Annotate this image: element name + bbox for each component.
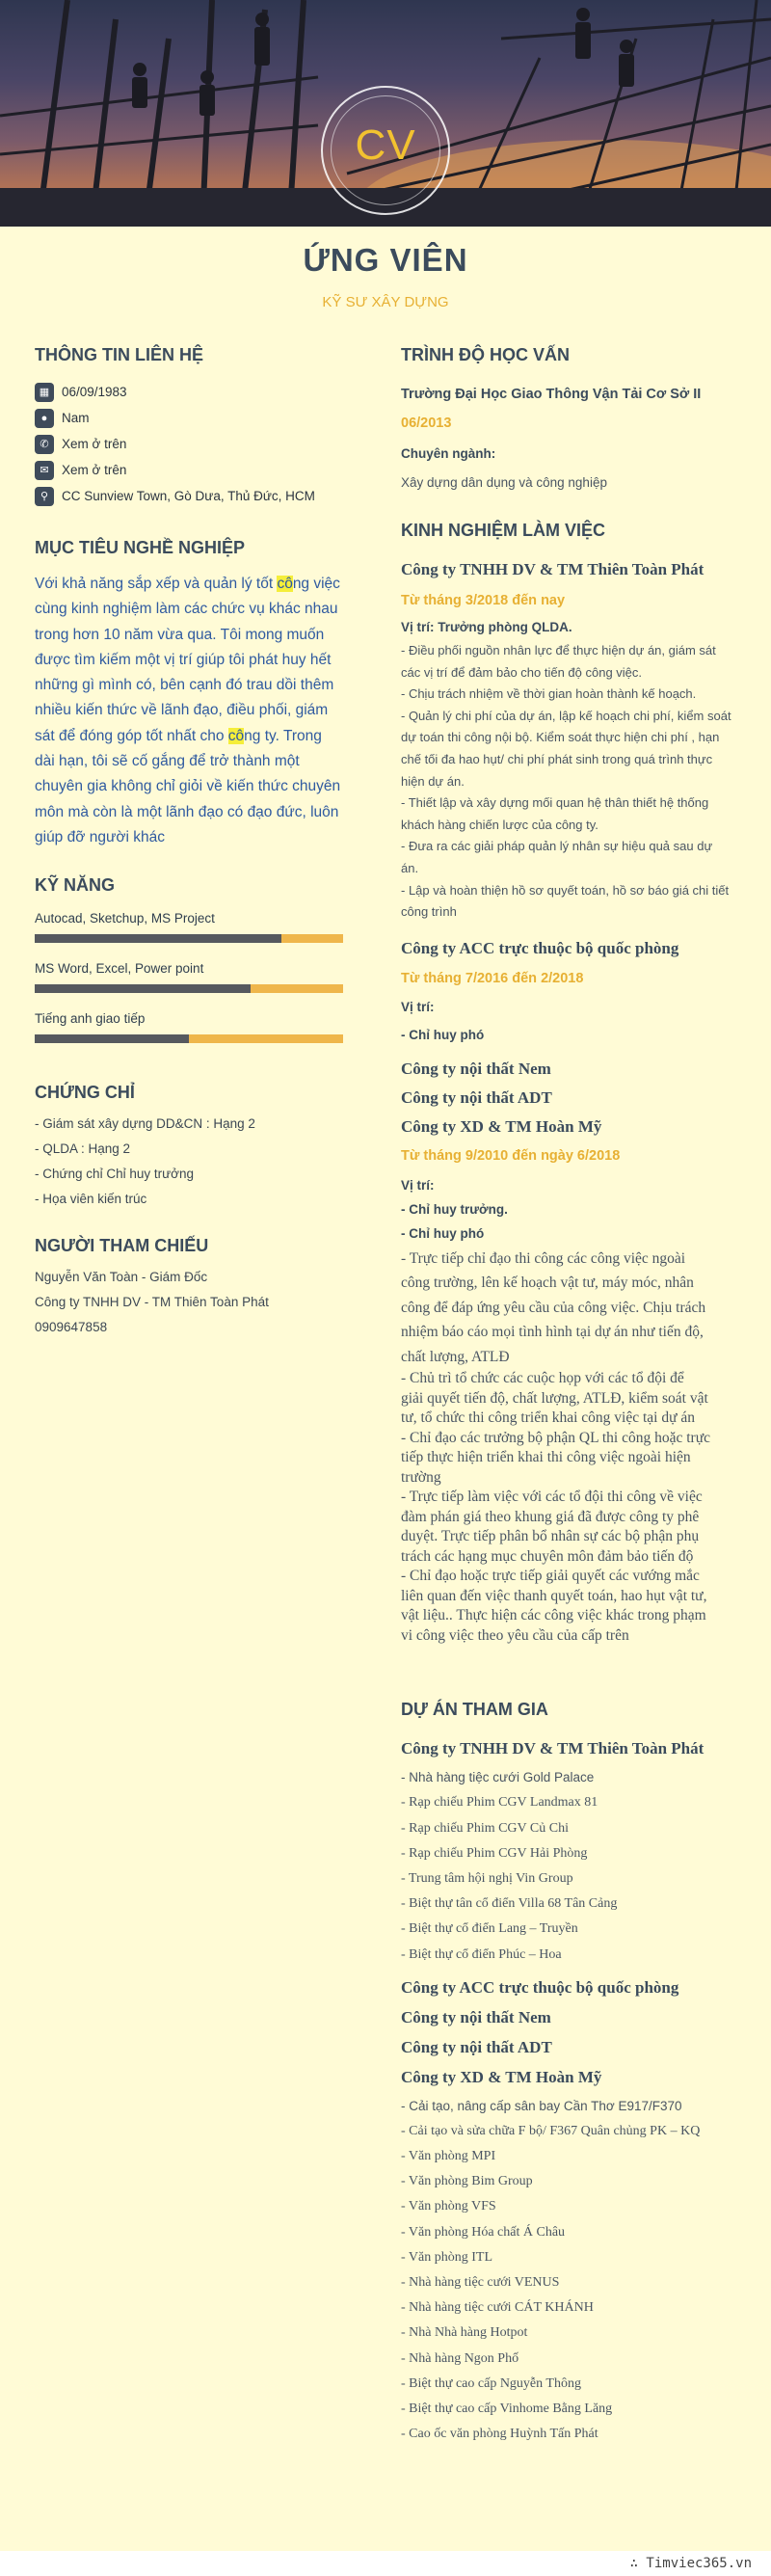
job-title: KỸ SƯ XÂY DỰNG [322,294,449,310]
skill-level-fill [35,934,281,943]
project-item: - Trung tâm hội nghị Vin Group [401,1870,573,1886]
skill-level-fill [35,984,251,993]
phone-icon: ✆ [35,435,54,454]
objective-part: ng ty. Trong dài hạn, tôi sẽ cố gắng để trở thành một chuyên gia không chỉ giỏi về kiến thức chuyên môn mà còn là một lãnh đạo có đạo đức, luôn giúp đỡ người khác [35,727,341,845]
project-item: - Rạp chiếu Phim CGV Hải Phòng [401,1845,588,1861]
job-period: Từ tháng 3/2018 đến nay [401,593,566,608]
project-item: - Cải tạo và sửa chữa F bộ/ F367 Quân chủng PK – KQ [401,2123,701,2138]
certificate-item: - Họa viên kiến trúc [35,1192,147,1207]
experience-section-title: KINH NGHIỆM LÀM VIỆC [401,521,606,540]
duty-line: liên quan đến việc thanh quyết toán, hao hụt vật tư, [401,1587,707,1604]
user-icon: ● [35,409,54,428]
duty-line: công để đáp ứng yêu cầu của công việc. Chịu trách [401,1299,706,1316]
left-column [35,345,343,1345]
address: CC Sunview Town, Gò Dưa, Thủ Đức, HCM [62,489,315,503]
duty-line: - Chỉ đạo hoặc trực tiếp giải quyết các vướng mắc [401,1568,700,1585]
duty-line: hiện dự án. [401,773,465,789]
company-name: Công ty TNHH DV & TM Thiên Toàn Phát [401,1739,705,1758]
company-name: Công ty nội thất ADT [401,2037,552,2056]
duty-line: trường [401,1468,441,1486]
duty-line: - Chỉ đạo các trưởng bộ phận QL thi công hoặc trực [401,1429,710,1446]
skill-name: Autocad, Sketchup, MS Project [35,911,215,926]
project-item: - Biệt thự cao cấp Nguyễn Thông [401,2375,581,2391]
job-period: Từ tháng 9/2010 đến ngày 6/2018 [401,1147,621,1164]
highlight: cô [227,727,245,744]
project-item: - Nhà Nhà hàng Hotpot [401,2325,528,2341]
skill-item [35,961,343,1011]
project-item: - Rạp chiếu Phim CGV Landmax 81 [401,1795,598,1811]
job-position-label: Vị trí: [401,1177,435,1193]
company-name: Công ty nội thất Nem [401,1059,551,1078]
contact-section-title: THÔNG TIN LIÊN HỆ [35,345,203,364]
company-name: Công ty ACC trực thuộc bộ quốc phòng [401,938,679,957]
project-item: - Biệt thự cao cấp Vinhome Bằng Lăng [401,2401,613,2416]
project-item: - Nhà hàng tiệc cưới Gold Palace [401,1770,595,1785]
project-item: - Biệt thự tân cổ điển Villa 68 Tân Cảng [401,1896,618,1912]
duty-line: khách hàng chiến lược của công ty. [401,817,598,832]
major-label: Chuyên ngành: [401,446,496,461]
gender: Nam [62,411,90,425]
project-item: - Văn phòng ITL [401,2249,492,2265]
contact-row [35,379,343,405]
duty-line: trách các hạng mục chuyên môn đảm bảo tiến độ [401,1547,694,1565]
certificates-list [35,1116,343,1217]
project-item: - Nhà hàng Ngon Phố [401,2350,519,2366]
contact-list [35,379,343,509]
duty-line: duyệt. Trực tiếp phân bổ nhân sự các bộ phận phụ [401,1528,700,1545]
duty-line: chế tối đa hao hụt/ chi phí phát sinh trong quá trình thực [401,751,713,766]
duty-line: công trường, lên kế hoạch vật tư, máy móc, nhân [401,1275,694,1292]
job-duties [401,1247,752,1647]
project-item: - Cải tạo, nâng cấp sân bay Cần Thơ E917/F370 [401,2098,682,2113]
duty-line: - Chịu trách nhiệm về thời gian hoàn thành kế hoạch. [401,686,697,702]
skill-name: Tiếng anh giao tiếp [35,1011,146,1027]
graduation-date: 06/2013 [401,416,452,431]
job-position: - Chỉ huy phó [401,1225,485,1241]
education-section-title: TRÌNH ĐỘ HỌC VẤN [401,345,570,364]
duty-line: dự toán thi công nội bộ. Kiểm soát thực hiện chi phí , hạn [401,730,720,745]
skill-bar [35,934,343,943]
project-item: - Biệt thự cổ điển Phúc – Hoa [401,1946,562,1962]
skill-bar [35,1034,343,1043]
project-item: - Văn phòng VFS [401,2199,496,2214]
objective-text [35,572,343,850]
certificate-item: - QLDA : Hạng 2 [35,1141,131,1157]
skills-list [35,911,343,1061]
job-position: Vị trí: Trưởng phòng QLDA. [401,620,572,634]
calendar-icon: ▦ [35,383,54,402]
job-position-label: Vị trí: [401,999,435,1014]
skill-name: MS Word, Excel, Power point [35,961,204,977]
school-name: Trường Đại Học Giao Thông Vận Tải Cơ Sở II [401,387,702,402]
duty-line: tiếp thực hiện triển khai thi công việc ngoài hiện [401,1449,691,1466]
objective-section-title: MỤC TIÊU NGHỀ NGHIỆP [35,538,246,557]
candidate-name: ỨNG VIÊN [303,242,468,278]
project-item: - Cao ốc văn phòng Huỳnh Tấn Phát [401,2427,598,2442]
email: Xem ở trên [62,463,127,477]
project-item: - Nhà hàng tiệc cưới VENUS [401,2275,560,2291]
duty-line: các vị trí để đảm bảo cho tiến độ công việc. [401,664,643,680]
company-name: Công ty XD & TM Hoàn Mỹ [401,2067,602,2086]
certificates-section-title: CHỨNG CHỈ [35,1083,135,1103]
skill-item [35,1011,343,1061]
duty-line: - Điều phối nguồn nhân lực để thực hiện dự án, giám sát [401,643,716,657]
footer-brand-link[interactable]: ∴ Timviec365.vn [629,2556,752,2571]
job-position: - Chỉ huy phó [401,1027,485,1042]
duty-line: giải quyết tiến độ, chất lượng, ATLĐ, kiểm soát vật [401,1389,708,1407]
skill-level-fill [35,1034,189,1043]
project-item: - Rạp chiếu Phim CGV Củ Chi [401,1820,569,1836]
location-icon: ⚲ [35,487,54,506]
project-item: - Văn phòng Hóa chất Á Châu [401,2224,566,2240]
project-item: - Văn phòng Bim Group [401,2174,533,2189]
project-item: - Nhà hàng tiệc cưới CÁT KHÁNH [401,2300,594,2316]
reference-phone: 0909647858 [35,1320,108,1335]
duty-line: vật liệu.. Thực hiện các công việc khác trong phạm [401,1607,706,1624]
duty-line: công trình [401,904,457,920]
right-column [401,345,752,2452]
job-duties [401,640,752,924]
skill-item [35,911,343,961]
duty-line: - Lập và hoàn thiện hồ sơ quyết toán, hồ sơ báo giá chi tiết [401,882,730,898]
email-icon: ✉ [35,461,54,480]
duty-line: - Chủ trì tổ chức các cuộc họp với các tổ đội để [401,1370,684,1387]
duty-line: - Thiết lập và xây dựng mối quan hệ thân thiết hệ thống [401,795,709,811]
header-banner [0,0,771,227]
contact-row [35,405,343,431]
project-list [401,2099,752,2453]
reference-name: Nguyễn Văn Toàn - Giám Đốc [35,1270,208,1285]
skill-bar [35,984,343,993]
highlight: cô [277,576,293,592]
project-item: - Biệt thự cổ điển Lang – Truyền [401,1921,578,1937]
project-item: - Văn phòng MPI [401,2149,496,2164]
contact-row [35,457,343,483]
phone: Xem ở trên [62,437,127,451]
contact-row [35,431,343,457]
duty-line: - Trực tiếp chỉ đạo thi công các công việc ngoài [401,1249,686,1267]
contact-row [35,483,343,509]
cv-badge-text: CV [355,121,416,169]
project-list [401,1770,752,1972]
company-name: Công ty TNHH DV & TM Thiên Toàn Phát [401,560,705,578]
duty-line: tư, tổ chức thi công triển khai công việc tại dự án [401,1409,695,1427]
certificate-item: - Giám sát xây dựng DD&CN : Hạng 2 [35,1116,255,1132]
company-name: Công ty ACC trực thuộc bộ quốc phòng [401,1977,679,1997]
references-list [35,1270,343,1345]
birth-date: 06/09/1983 [62,385,127,399]
company-name: Công ty nội thất Nem [401,2007,551,2026]
duty-line: - Trực tiếp làm việc với các tổ đội thi công về việc [401,1489,703,1506]
major: Xây dựng dân dụng và công nghiệp [401,475,607,490]
duty-line: nhiệm báo cáo mọi tình hình tại dự án như tiến độ, [401,1324,704,1341]
skills-section-title: KỸ NĂNG [35,875,116,896]
duty-line: - Quản lý chi phí của dự án, lập kế hoạch chi phí, kiểm soát [401,708,731,723]
reference-company: Công ty TNHH DV - TM Thiên Toàn Phát [35,1295,269,1310]
references-section-title: NGƯỜI THAM CHIẾU [35,1236,209,1256]
job-position: - Chỉ huy trưởng. [401,1201,508,1217]
objective-part: ng việc cùng kinh nghiệm làm các chức vụ khác nhau trong hơn 10 năm vừa qua. Tôi mong muốn được tìm kiếm một vị trí giúp tôi phát huy hết những gì mình có, bên cạnh đó trau dồi thêm nhiều kiến thức về lãnh đạo, điều phối, giám sát để đóng góp tốt nhất cho [35,576,340,744]
duty-line: đàm phán giá theo khung giá đã được công ty phê [401,1508,700,1525]
company-name: Công ty nội thất ADT [401,1087,552,1107]
duty-line: chất lượng, ATLĐ [401,1348,510,1365]
duty-line: án. [401,860,419,875]
duty-line: - Đưa ra các giải pháp quản lý nhân sự hiệu quả sau dự [401,839,713,854]
objective-part: Với khả năng sắp xếp và quản lý tốt [35,576,278,592]
projects-section-title: DỰ ÁN THAM GIA [401,1700,548,1720]
job-period: Từ tháng 7/2016 đến 2/2018 [401,970,584,986]
duty-line: vi công việc theo yêu cầu của cấp trên [401,1626,629,1644]
company-name: Công ty XD & TM Hoàn Mỹ [401,1116,602,1136]
certificate-item: - Chứng chỉ Chỉ huy trưởng [35,1167,194,1182]
